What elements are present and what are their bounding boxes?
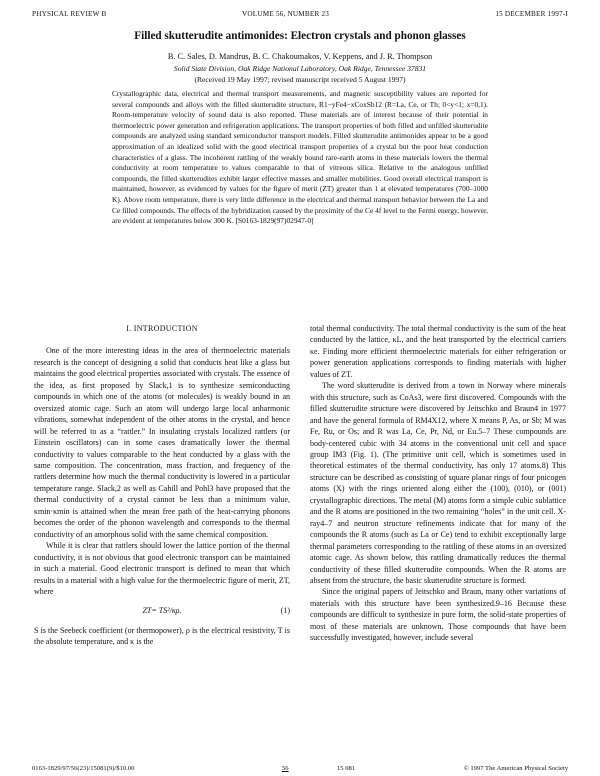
equation [34,605,290,616]
equation-body: ZT= TS²/κρ. [142,606,182,616]
received-dates: (Received 19 May 1997; revised manuscript received 5 August 1997) [194,75,406,84]
paragraph: One of the more interesting ideas in the area of thermoelectric materials research is the concept of designing a solid that conducts heat like a glass but maintains the good electrical properties associated with crystals. The essence of the idea, as first proposed by Slack,1 is to synthesize semiconducting compounds in which one of the atoms (or molecules) is weakly bound in an oversized atomic cage. Such an atom will undergo large local anharmonic vibrations, somewhat independent of the other atoms in the crystal, and hence will be referred to as a “rattler.” In insulating crystals localized rattlers (or Einstein oscillators) can in some cases dramatically lower the thermal conductivity to values comparable to the heat conducted by a glass with the same composition. The concentration, mass fraction, and frequency of the rattlers determine how much the thermal conductivity is lowered in a particular temperature range. Slack,2 as well as Cahill and Pohl3 have proposed that the thermal conductivity of a crystal cannot be less than a minimum value, κmin·κmin is attained when the mean free path of the heat-carrying phonons becomes the order of the phonon wavelength and corresponds to the thermal conductivity of an amorphous solid with the same chemical composition. [34,346,290,539]
paragraph: S is the Seebeck coefficient (or thermopower), ρ is the electrical resistivity, T is the absolute temperature, and κ is the [34,625,290,647]
journal-name: PHYSICAL REVIEW B [32,10,107,18]
paragraph: total thermal conductivity. The total thermal conductivity is the sum of the heat conducted by the lattice, κL, and the heat transported by the electrical carriers κe. Finding more efficient thermoelectric materials for either refrigeration or power generation applications corresponds to finding materials with higher values of ZT. [310,324,566,379]
left-column [34,323,290,648]
paragraph: Since the original papers of Jeitschko and Braun, many other variations of materials with this structure have been synthesized.9–16 Because these compounds are difficult to synthesize in pure form, the solid-state properties of most of these materials are unknown. Those compounds that have been successfully investigated, however, include several [310,587,566,643]
page-number: 15 081 [337,765,356,772]
running-head [32,10,568,22]
paper-title: Filled skutterudite antimonides: Electron crystals and phonon glasses [134,30,466,42]
volume-issue: VOLUME 56, NUMBER 23 [242,10,330,18]
abstract: Crystallographic data, electrical and thermal transport measurements, and magnetic susceptibility values are reported for several compounds and alloys with the filled skutterudite structure, R1−yFe4−xCoxSb12 (R=La, Ce, or Th; 0<y<1; x=0,1). Room-temperature velocity of sound data is also reported. These materials are of interest because of their potential in thermoelectric power generation and refrigeration applications. The transport properties of both filled and unfilled skutterudite compounds are analyzed using standard semiconductor transport models. Filled skutterudite antimonides appear to be a good approximation of an idealized solid with the good electrical transport properties of a crystal but the poor heat conduction characteristics of a glass. The incoherent rattling of the weakly bound rare-earth atoms in these materials lowers the thermal conductivity at room temperature to values comparable to that of vitreous silica. Relative to the analogous unfilled compounds, the filled skutterudites exhibit larger effective masses and smaller mobilities. Good overall electrical transport is maintained, however, as evidenced by values for the figure of merit (ZT) greater than 1 at elevated temperatures (700–1000 K). Above room temperature, there is very little difference in the electrical and thermal transport behavior between the La and Ce filled compounds. The effects of the hybridization caused by the proximity of the Ce 4f level to the Fermi energy, however, are evident at temperatures below 300 K. [S0163-1829(97)02947-0] [112,89,488,226]
right-column [310,323,566,644]
copyright: © 1997 The American Physical Society [463,765,568,772]
equation-number: (1) [280,606,290,616]
section-heading: I. INTRODUCTION [126,324,198,333]
volume-number: 56 [282,765,289,772]
paragraph: While it is clear that rattlers should lower the lattice portion of the thermal conductivity, it is not obvious that good electronic transport can be maintained in such a material. Good electronic transport is defined to mean that which results in a material with a high value for the thermoelectric figure of merit, ZT, where [34,541,290,596]
author-list: B. C. Sales, D. Mandrus, B. C. Chakoumakos, V. Keppens, and J. R. Thompson [167,52,433,61]
issn-code: 0163-1829/97/56(23)/15081(9)/$10.00 [32,765,135,772]
affiliation: Solid State Division, Oak Ridge National Laboratory, Oak Ridge, Tennessee 37831 [173,64,427,73]
paragraph: The word skutterudite is derived from a town in Norway where minerals with this structure, such as CoAs3, were first discovered. Compounds with the filled skutterudite structure were discovered by Jeitschko and Braun4 in 1977 and have the general formula of RM4X12, where X means P, As, or Sb; M was Fe, Ru, or Os; and R was La, Ce, Pr, Nd, or Eu.5–7 These compounds are body-centered cubic with 34 atoms in the conventional unit cell and space group IM3 (Fig. 1). (The primitive unit cell, which is sometimes used in theoretical estimates of the thermal conductivity, has only 17 atoms.8) This structure can be described as consisting of square planar rings of four pnicogen atoms (X) with the rings oriented along either the (100), (010), or (001) crystallographic directions. The metal (M) atoms form a simple cubic sublattice and the R atoms are positioned in the two remaining “holes” in the unit cell. X-ray4–7 and neutron structure refinements indicate that for many of the compounds the R atoms (such as La or Ce) tend to exhibit exceptionally large thermal parameters corresponding to the rattling of these atoms in an oversized atomic cage. As shown below, this rattling dramatically reduces the thermal conductivity of these filled skutterudite compounds. When the R atoms are absent from the structure, the basic skutterudite structure is formed. [310,381,566,585]
issue-date: 15 DECEMBER 1997-I [495,10,568,18]
